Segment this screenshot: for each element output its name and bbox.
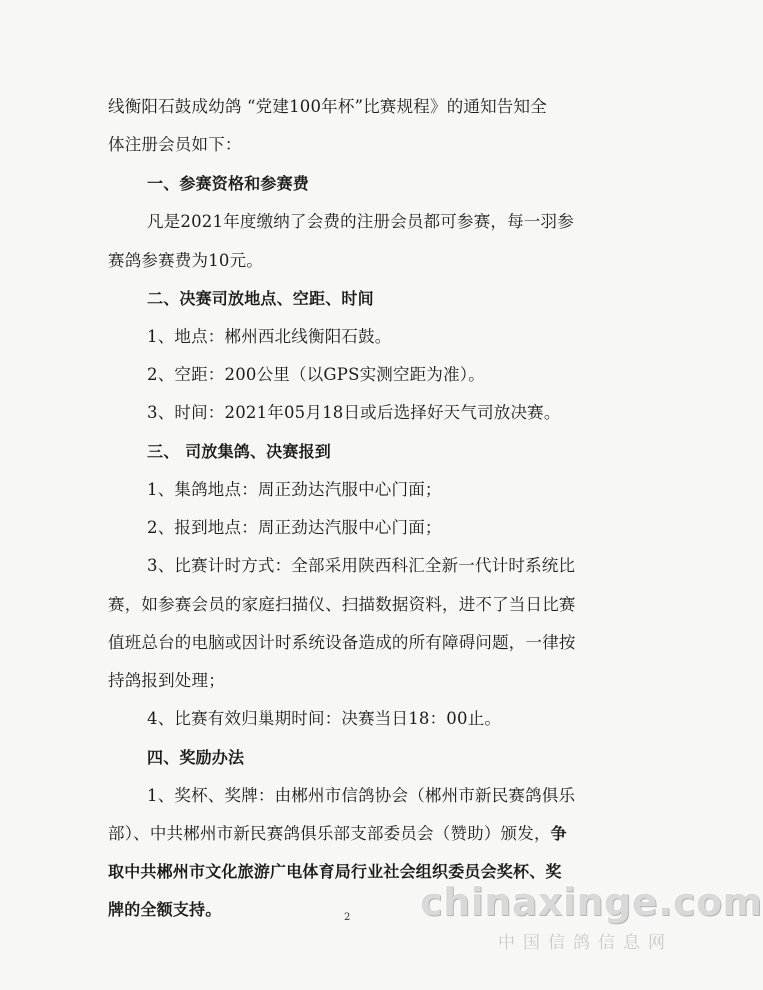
section-4-item-1-line-3: 取中共郴州市文化旅游广电体育局行业社会组织委员会奖杯、奖 — [108, 862, 562, 881]
section-3-item-2: 2、报到地点：周正劲达汽服中心门面； — [147, 518, 442, 537]
page-number: 2 — [344, 912, 351, 923]
section-3-item-3-line-2: 赛，如参赛会员的家庭扫描仪、扫描数据资料，进不了当日比赛 — [108, 595, 576, 614]
section-3-item-3-line-4: 持鸽报到处理； — [108, 671, 225, 690]
section-4-item-1-line-2-bold: 争 — [550, 824, 567, 843]
section-4-item-1-line-2-text: 部）、中共郴州市新民赛鸽俱乐部支部委员会（赞助）颁发， — [108, 824, 551, 843]
section-3-item-3-line-1: 3、比赛计时方式：全部采用陕西科汇全新一代计时系统比 — [147, 556, 576, 575]
section-4-item-1-line-1: 1、奖杯、奖牌：由郴州市信鸽协会（郴州市新民赛鸽俱乐 — [147, 786, 576, 805]
section-2-item-2: 2、空距：200公里（以GPS实测空距为准）。 — [147, 365, 485, 384]
section-1-paragraph-line-1: 凡是2021年度缴纳了会费的注册会员都可参赛，每一羽参 — [147, 212, 574, 231]
section-3-item-1: 1、集鸽地点：周正劲达汽服中心门面； — [147, 480, 442, 499]
intro-line-1: 线衡阳石鼓成幼鸽 “党建100年杯”比赛规程》的通知告知全 — [108, 97, 547, 116]
section-1-paragraph-line-2: 赛鸽参赛费为10元。 — [108, 251, 263, 270]
section-4-heading: 四、奖励办法 — [147, 748, 245, 767]
section-4-item-1-line-4: 牌的全额支持。 — [108, 900, 222, 919]
section-1-heading: 一、参赛资格和参赛费 — [147, 174, 310, 193]
section-2-item-3: 3、时间：2021年05月18日或后选择好天气司放决赛。 — [147, 403, 561, 422]
watermark-site-logo: chinaxinge.com — [420, 880, 763, 924]
watermark-site-name: 中国信鸽信息网 — [498, 933, 673, 953]
section-3-item-4: 4、比赛有效归巢期时间：决赛当日18：00止。 — [147, 709, 502, 728]
section-4-item-1-line-2 — [108, 823, 567, 845]
section-2-heading: 二、决赛司放地点、空距、时间 — [147, 289, 374, 308]
section-3-item-3-line-3: 值班总台的电脑或因计时系统设备造成的所有障碍问题，一律按 — [108, 633, 576, 652]
section-2-item-1: 1、地点：郴州西北线衡阳石鼓。 — [147, 327, 392, 346]
intro-line-2: 体注册会员如下： — [108, 135, 242, 154]
section-3-heading: 三、 司放集鸽、决赛报到 — [147, 442, 331, 461]
